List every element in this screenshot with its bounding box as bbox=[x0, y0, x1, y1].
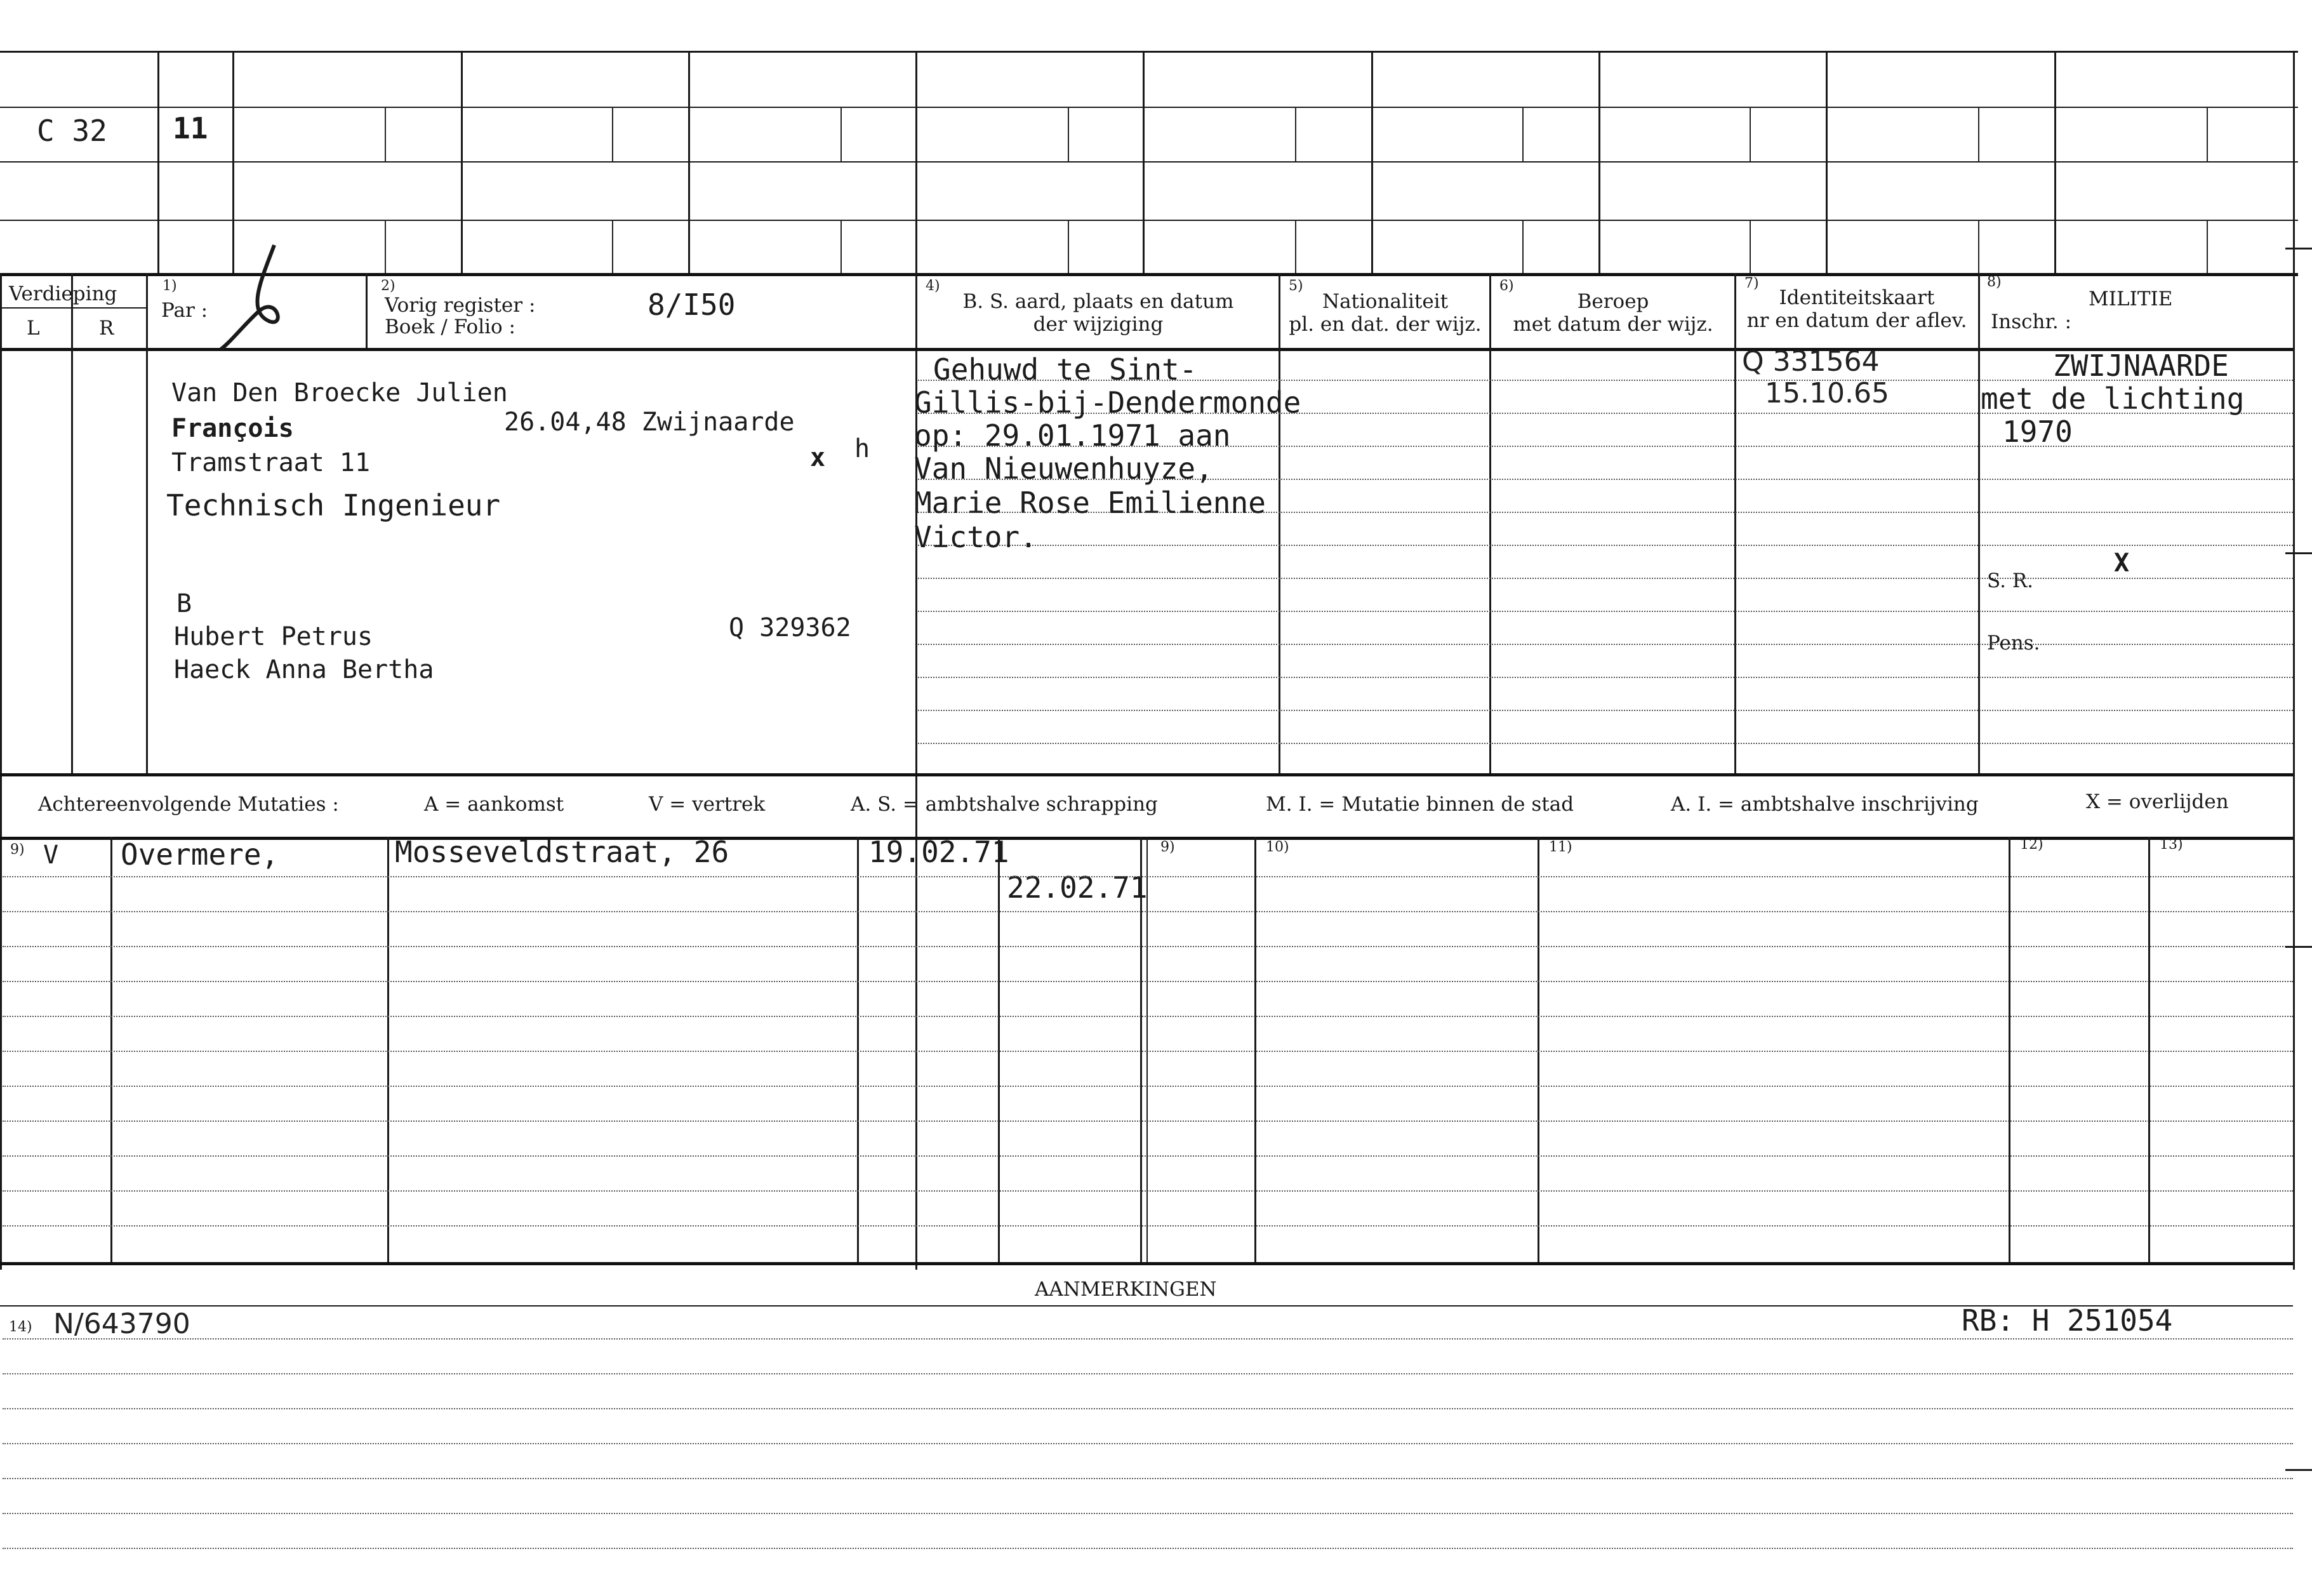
edge-tick bbox=[2285, 1469, 2312, 1471]
mutation-col-number: 10) bbox=[1266, 839, 1289, 855]
grid-minor bbox=[612, 107, 613, 161]
id-header-line1: Identiteitskaart bbox=[1779, 286, 1935, 309]
grid-line bbox=[0, 107, 2298, 108]
ruled-line bbox=[3, 1086, 2293, 1087]
grid-minor bbox=[840, 107, 842, 161]
grid-minor bbox=[1295, 220, 1296, 273]
ruled-line bbox=[3, 1190, 2293, 1192]
person-birth: 26.04,48 Zwijnaarde bbox=[504, 408, 795, 437]
top-border bbox=[0, 51, 2298, 53]
grid-minor bbox=[385, 220, 386, 273]
remarks-n-number: N/643790 bbox=[53, 1308, 190, 1340]
bs-header-line2: der wijziging bbox=[1033, 313, 1164, 336]
ruled-line bbox=[3, 1513, 2293, 1514]
father-name: Hubert Petrus bbox=[174, 622, 373, 651]
legend-as: A. S. = ambtshalve schrapping bbox=[851, 793, 1158, 816]
pens-label: Pens. bbox=[1987, 632, 2040, 655]
ruled-line bbox=[3, 1155, 2293, 1157]
ruled-line bbox=[3, 981, 2293, 982]
field-number: 5) bbox=[1289, 278, 1303, 294]
grid-minor bbox=[385, 107, 386, 161]
ruled-line bbox=[918, 644, 2293, 645]
bs-line: Victor. bbox=[914, 520, 1037, 554]
grid-minor bbox=[1978, 220, 1979, 273]
mutation-col bbox=[998, 837, 1000, 1262]
ruled-line bbox=[918, 611, 2293, 612]
mutation-street: Mosseveldstraat, 26 bbox=[395, 835, 729, 869]
mutation-col-number: 9) bbox=[1160, 839, 1175, 855]
militie-place: ZWIJNAARDE bbox=[2053, 349, 2229, 383]
card-number: 11 bbox=[173, 111, 208, 145]
mutation-place: Overmere, bbox=[121, 837, 279, 872]
ruled-line bbox=[918, 710, 2293, 711]
grid-minor bbox=[1068, 107, 1069, 161]
grid-col bbox=[1143, 51, 1145, 273]
body-col-r bbox=[146, 273, 148, 775]
boek-folio-label: Boek / Folio : bbox=[385, 316, 515, 338]
field-number: 2) bbox=[381, 278, 395, 294]
grid-minor bbox=[1750, 220, 1751, 273]
militie-lichting: met de lichting bbox=[1981, 382, 2245, 416]
grid-col bbox=[232, 51, 234, 273]
grid-line bbox=[0, 220, 2298, 221]
grid-minor bbox=[1522, 107, 1524, 161]
nat-header-line1: Nationaliteit bbox=[1322, 290, 1449, 313]
grid-minor bbox=[1295, 107, 1296, 161]
mutation-date1: 19.02.71 bbox=[868, 835, 1009, 869]
field-number: 7) bbox=[1744, 276, 1759, 291]
bs-line: op: 29.01.1971 aan bbox=[914, 418, 1231, 453]
sr-label: S. R. bbox=[1987, 569, 2034, 592]
header-col bbox=[1279, 273, 1280, 775]
left-border bbox=[0, 273, 2, 1270]
bs-header-line1: B. S. aard, plaats en datum bbox=[962, 290, 1234, 313]
header-bottom bbox=[0, 348, 2293, 351]
grid-col bbox=[2054, 51, 2056, 273]
grid-col bbox=[157, 51, 159, 273]
grid-col bbox=[1598, 51, 1600, 273]
person-profession: Technisch Ingenieur bbox=[166, 488, 501, 522]
ruled-line bbox=[3, 1408, 2293, 1409]
verdieping-split bbox=[0, 307, 146, 309]
par-scribble bbox=[216, 241, 305, 356]
field-number: 1) bbox=[163, 278, 177, 294]
header-col bbox=[1489, 273, 1491, 775]
grid-minor bbox=[2207, 220, 2208, 273]
mutation-col bbox=[857, 837, 859, 1262]
mutation-bottom bbox=[0, 1262, 2293, 1265]
ruled-line bbox=[3, 1121, 2293, 1122]
edge-tick bbox=[2285, 946, 2312, 948]
grid-col bbox=[461, 51, 463, 273]
bs-line: Gehuwd te Sint- bbox=[933, 352, 1197, 387]
grid-col bbox=[688, 51, 690, 273]
ruled-line bbox=[3, 1016, 2293, 1017]
mutation-col-number: 13) bbox=[2160, 837, 2183, 853]
mutation-col bbox=[1538, 837, 1539, 1262]
militie-year: 1970 bbox=[2002, 415, 2073, 449]
header-col bbox=[1978, 273, 1980, 775]
edge-tick bbox=[2285, 248, 2312, 249]
col-r-label: R bbox=[99, 317, 114, 340]
q-number: Q 329362 bbox=[729, 613, 851, 642]
ruled-line bbox=[3, 1548, 2293, 1549]
beroep-header-line2: met datum der wijz. bbox=[1513, 313, 1713, 336]
legend-a: A = aankomst bbox=[424, 793, 564, 816]
par-label: Par : bbox=[161, 299, 208, 322]
person-name-line1: Van Den Broecke Julien bbox=[171, 378, 508, 408]
ruled-line bbox=[918, 578, 2293, 579]
field-number: 8) bbox=[1987, 274, 2002, 290]
bs-line: Marie Rose Emilienne bbox=[914, 486, 1266, 520]
grid-col bbox=[1371, 51, 1373, 273]
ruled-line bbox=[3, 1338, 2293, 1340]
header-col bbox=[366, 273, 368, 348]
mutation-type: V bbox=[43, 841, 59, 870]
militie-header: MILITIE bbox=[2089, 288, 2173, 310]
beroep-header-line1: Beroep bbox=[1577, 290, 1649, 313]
mutation-col bbox=[110, 837, 112, 1262]
person-mark-h: h bbox=[854, 434, 870, 463]
col-l-label: L bbox=[27, 317, 40, 340]
legend-v: V = vertrek bbox=[649, 793, 766, 816]
grid-minor bbox=[1978, 107, 1979, 161]
grid-minor bbox=[612, 220, 613, 273]
person-address: Tramstraat 11 bbox=[171, 448, 371, 477]
grid-col bbox=[1826, 51, 1828, 273]
legend-ai: A. I. = ambtshalve inschrijving bbox=[1671, 793, 1979, 816]
grid-col bbox=[915, 51, 917, 1270]
ruled-line bbox=[918, 677, 2293, 678]
remarks-field-number: 14) bbox=[9, 1319, 32, 1335]
mutation-col-number: 9) bbox=[10, 842, 25, 858]
ruled-line bbox=[3, 876, 2293, 877]
mutation-col bbox=[2148, 837, 2150, 1262]
mutation-col bbox=[387, 837, 389, 1262]
mutation-col-number: 12) bbox=[2020, 837, 2043, 853]
remarks-top bbox=[0, 1305, 2293, 1307]
edge-tick bbox=[2285, 552, 2312, 554]
grid-bottom bbox=[0, 273, 2298, 276]
inschr-label: Inschr. : bbox=[1991, 310, 2072, 333]
remarks-rb: RB: H 251054 bbox=[1962, 1303, 2173, 1338]
remarks-title: AANMERKINGEN bbox=[1035, 1278, 1217, 1301]
person-name-line2: François bbox=[171, 414, 294, 443]
mutation-col bbox=[1254, 837, 1256, 1262]
legend-x: X = overlijden bbox=[2086, 790, 2229, 813]
register-value: 8/I50 bbox=[648, 288, 736, 322]
mutation-date2: 22.02.71 bbox=[1007, 870, 1148, 905]
legend-mi: M. I. = Mutatie binnen de stad bbox=[1266, 793, 1574, 816]
vorig-register-label: Vorig register : bbox=[385, 294, 536, 317]
id-header-line2: nr en datum der aflev. bbox=[1746, 309, 1967, 332]
ruled-line bbox=[3, 1051, 2293, 1052]
body-bottom bbox=[0, 773, 2293, 776]
field-number: 6) bbox=[1499, 278, 1514, 294]
bs-line: Van Nieuwenhuyze, bbox=[914, 451, 1213, 486]
mother-name: Haeck Anna Bertha bbox=[174, 655, 434, 684]
ruled-line bbox=[918, 545, 2293, 546]
grid-minor bbox=[1068, 220, 1069, 273]
grid-minor bbox=[2207, 107, 2208, 161]
id-card-number: Q 331564 bbox=[1742, 345, 1880, 378]
field-number: 4) bbox=[926, 278, 940, 294]
id-card-date: 15.10.65 bbox=[1765, 377, 1889, 409]
ruled-line bbox=[3, 1478, 2293, 1479]
ruled-line bbox=[3, 911, 2293, 912]
ruled-line bbox=[3, 1443, 2293, 1444]
mutation-col bbox=[2009, 837, 2010, 1262]
ruled-line bbox=[3, 1225, 2293, 1227]
nat-header-line2: pl. en dat. der wijz. bbox=[1289, 313, 1482, 336]
ruled-line bbox=[3, 946, 2293, 947]
person-mark: x bbox=[810, 443, 826, 472]
bs-line: Gillis-bij-Dendermonde bbox=[914, 385, 1301, 420]
grid-line bbox=[0, 161, 2298, 163]
ruled-line bbox=[3, 1373, 2293, 1374]
verdieping-label: Verdieping bbox=[9, 283, 117, 305]
grid-right bbox=[2293, 51, 2295, 1270]
header-col bbox=[1734, 273, 1736, 775]
grid-minor bbox=[1750, 107, 1751, 161]
sr-mark: X bbox=[2114, 549, 2130, 578]
body-col-l bbox=[71, 273, 73, 775]
b-letter: B bbox=[176, 589, 192, 618]
mutation-col-number: 11) bbox=[1549, 839, 1572, 855]
mutaties-label: Achtereenvolgende Mutaties : bbox=[38, 793, 339, 816]
card-code: C 32 bbox=[37, 114, 107, 148]
grid-minor bbox=[1522, 220, 1524, 273]
grid-minor bbox=[840, 220, 842, 273]
ruled-line bbox=[918, 743, 2293, 744]
